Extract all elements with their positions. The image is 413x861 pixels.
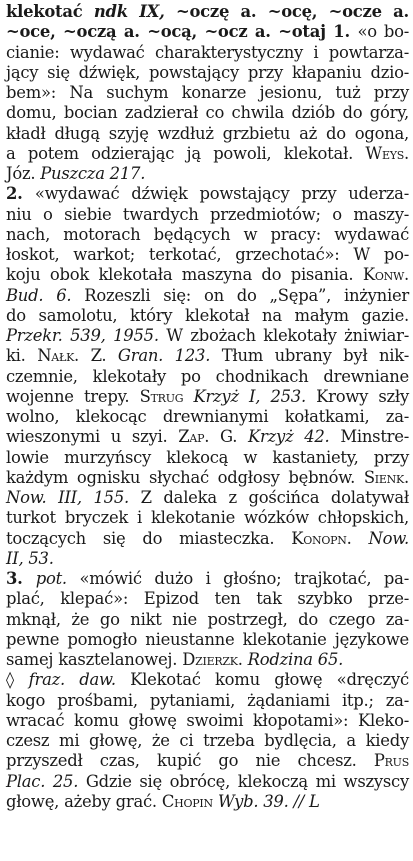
entry-line (6, 731, 409, 751)
entry-text-run: «o bo- (357, 22, 409, 42)
entry-text-run: pot. (35, 569, 80, 588)
entry-text-run: Now. (368, 528, 409, 548)
entry-line (6, 448, 409, 468)
entry-line (6, 691, 409, 711)
entry-text-run: każdym ognisku słychać odgłosy bębnów. (6, 467, 364, 487)
entry-text-run: Z daleka z gościńca dolatywał (140, 488, 409, 507)
entry-text-run: samej kasztelanowej. (6, 650, 183, 669)
entry-line (6, 265, 409, 285)
entry-text-run: Gdzie się obrócę, klekoczą mi wszyscy (85, 771, 409, 791)
entry-text-run: Sienk. (363, 467, 409, 487)
entry-line (6, 124, 409, 144)
entry-text-run: kładł długą szyję wzdłuż grzbietu aż do ogona, (6, 123, 409, 143)
entry-text-run: a potem odzierając ją powoli, klekotał. (6, 143, 366, 163)
entry-text-run: 2. (6, 184, 35, 204)
entry-text-run: Rozeszli się: on do „Sępa”, inżynier (84, 285, 409, 305)
entry-text-run: Gran. 123. (117, 346, 222, 366)
entry-text-run: czesz mi głowę, że ci trzeba bydlęcia, a kiedy (6, 731, 409, 750)
entry-text-run: Zap. (178, 427, 220, 447)
entry-text-run: turkot bryczek i klekotanie wózków chłopskich, (6, 508, 409, 528)
entry-text-run: II, 53. (6, 548, 54, 568)
entry-line (6, 326, 409, 346)
entry-line (6, 225, 409, 245)
entry-line (6, 346, 409, 366)
entry-text-run: Strug (139, 386, 194, 406)
entry-line (6, 164, 409, 184)
entry-text-run: ~oczę a. ~ocę, ~ocze a. (175, 2, 409, 21)
entry-text-run: «wydawać dźwięk powstający przy uderza- (34, 184, 409, 204)
entry-text-run: Weys. (365, 143, 409, 163)
entry-line (6, 22, 409, 42)
entry-text-run: koju obok klekotała maszyna do pisania. (6, 265, 363, 285)
entry-line (6, 488, 409, 508)
entry-line (6, 569, 409, 589)
entry-line (6, 63, 409, 83)
entry-line (6, 610, 409, 630)
entry-text-run: mknął, że go nikt nie postrzegł, do czego za- (6, 609, 409, 629)
entry-text-run: niu o siebie twardych przedmiotów; o maszy- (6, 204, 409, 224)
entry-text-run: ndk IX, (93, 2, 176, 21)
entry-text-run: wracać komu głowę swoimi kłopotami»: Kleko- (6, 710, 409, 730)
entry-line (6, 407, 409, 427)
dictionary-entry (6, 2, 409, 812)
entry-line (6, 529, 409, 549)
entry-text-run: pewne pomogło nieustanne klekotanie językowe (6, 629, 409, 649)
entry-line (6, 630, 409, 650)
entry-text-run: łoskot, warkot; terkotać, grzechotać»: W po- (6, 245, 409, 264)
entry-text-run: przyszedł czas, kupić go nie chcesz. (6, 751, 374, 771)
entry-line (6, 549, 409, 569)
entry-text-run: Konw. (362, 265, 409, 285)
entry-line (6, 751, 409, 771)
entry-line (6, 367, 409, 387)
entry-line (6, 245, 409, 265)
entry-line (6, 2, 409, 22)
entry-text-run: Now. III, 155. (6, 488, 141, 507)
entry-text-run: wieszonymi u szyi. (6, 427, 179, 447)
entry-text-run: Tłum ubrany był nik- (221, 346, 409, 366)
entry-text-run: jący się dźwięk, powstający przy kłapaniu dzio- (6, 62, 409, 82)
entry-text-run: G. (220, 427, 249, 447)
entry-text-run: Puszcza 217. (40, 164, 146, 183)
entry-text-run: ki. (6, 346, 38, 366)
entry-text-run: Minstre- (340, 427, 409, 447)
entry-text-run: plać, klepać»: Epizod ten tak szybko prze- (6, 589, 409, 609)
entry-text-run: Chopin (161, 791, 218, 811)
entry-text-run: Konopn. (291, 528, 369, 548)
entry-line (6, 205, 409, 225)
entry-text-run: lowie murzyńscy klekocą w kastaniety, przy (6, 447, 409, 467)
entry-text-run: Prus (373, 751, 409, 771)
entry-text-run: Bud. 6. (6, 285, 85, 305)
entry-line (6, 772, 409, 792)
entry-text-run: domu, bocian zadzierał co chwila dziób do góry, (6, 103, 409, 123)
entry-line (6, 306, 409, 326)
entry-text-run: toczących się do miasteczka. (6, 528, 292, 548)
entry-text-run: ~oce, ~oczą a. ~ocą, ~ocz a. ~otaj 1. (6, 22, 358, 42)
entry-text-run: W zbożach klekotały żniwiar- (166, 326, 409, 345)
entry-line (6, 650, 409, 670)
entry-line (6, 184, 409, 204)
entry-line (6, 387, 409, 407)
entry-line (6, 508, 409, 528)
entry-text-run: Józ. (6, 164, 41, 183)
entry-text-run: Krzyż 42. (248, 427, 341, 447)
entry-line (6, 144, 409, 164)
entry-text-run: głowę, ażeby grać. (6, 791, 162, 811)
entry-text-run: Plac. 25. (6, 771, 86, 791)
entry-text-run: Rodzina 65. (247, 650, 344, 669)
entry-line (6, 43, 409, 63)
entry-text-run: kogo prośbami, pytaniami, żądaniami itp.; za- (6, 690, 409, 710)
entry-line (6, 711, 409, 731)
entry-text-run: nach, motorach będących w pracy: wydawać (6, 224, 409, 244)
entry-line (6, 468, 409, 488)
entry-text-run: do samolotu, który klekotał na małym gazie. (6, 305, 409, 325)
entry-line (6, 670, 409, 690)
entry-text-run: bem»: Na suchym konarze jesionu, tuż przy (6, 83, 409, 102)
entry-text-run: ◊ (6, 670, 29, 690)
entry-text-run: Nałk. (37, 346, 91, 366)
entry-text-run: fraz. daw. (28, 670, 131, 690)
entry-text-run: Dzierzk. (182, 650, 248, 669)
entry-text-run: Krzyż I, 253. (193, 386, 317, 406)
entry-text-run: wolno, klekocąc drewnianymi kołatkami, za- (6, 407, 409, 426)
entry-text-run: cianie: wydawać charakterystyczny i powtarza- (6, 42, 409, 62)
entry-text-run: «mówić dużo i głośno; trajkotać, pa- (79, 569, 409, 588)
entry-text-run: Przekr. 539, 1955. (6, 326, 167, 345)
entry-text-run: klekotać (6, 2, 94, 21)
entry-line (6, 83, 409, 103)
entry-text-run: Krowy szły (316, 386, 409, 406)
entry-line (6, 792, 409, 812)
entry-text-run: czemnie, klekotały po chodnikach drewniane (6, 366, 409, 386)
entry-line (6, 589, 409, 609)
entry-text-run: 3. (6, 569, 36, 588)
entry-text-run: Z. (90, 346, 118, 366)
entry-line (6, 286, 409, 306)
entry-line (6, 427, 409, 447)
entry-text-run: wojenne trepy. (6, 386, 140, 406)
entry-text-run: Klekotać komu głowę «dręczyć (130, 670, 409, 690)
entry-text-run: Wyb. 39. // L (217, 791, 320, 811)
entry-line (6, 103, 409, 123)
